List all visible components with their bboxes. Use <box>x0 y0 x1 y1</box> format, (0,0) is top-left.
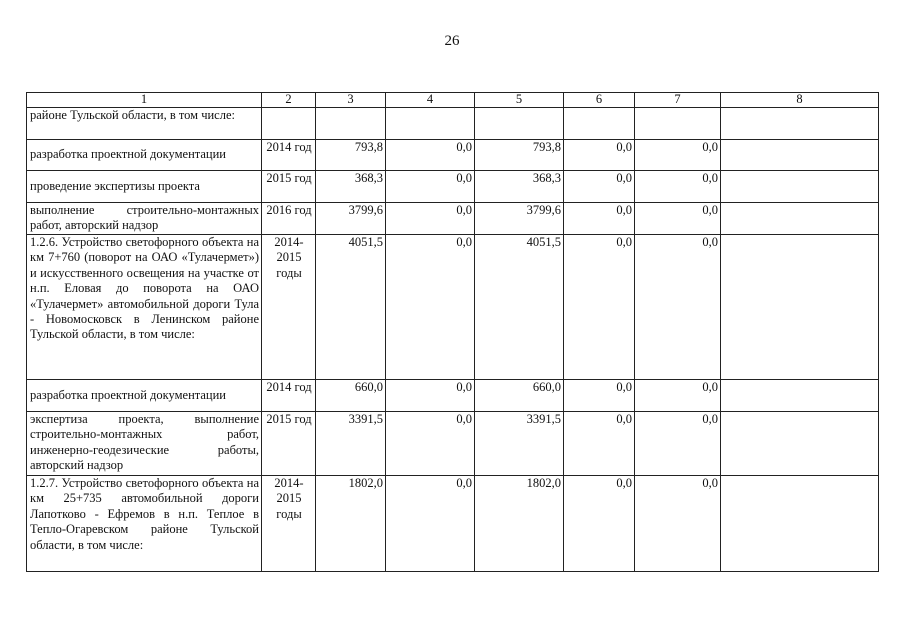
value-cell: 0,0 <box>564 476 635 572</box>
value-cell: 368,3 <box>475 171 564 203</box>
table-row <box>27 171 879 203</box>
header-cell: 8 <box>721 93 879 108</box>
year-cell: 2014 год <box>262 380 316 412</box>
table-row <box>27 412 879 476</box>
value-cell: 1802,0 <box>475 476 564 572</box>
value-cell: 0,0 <box>564 171 635 203</box>
header-cell: 6 <box>564 93 635 108</box>
value-cell <box>386 108 475 140</box>
value-cell: 4051,5 <box>316 235 386 380</box>
value-cell: 0,0 <box>386 203 475 235</box>
value-cell: 1802,0 <box>316 476 386 572</box>
value-cell: 0,0 <box>635 171 721 203</box>
value-cell: 0,0 <box>635 412 721 476</box>
description-cell: районе Тульской области, в том числе: <box>27 108 262 140</box>
value-cell: 793,8 <box>316 140 386 171</box>
description-cell: 1.2.7. Устройство светофорного объекта на км 25+735 автомобильной дороги Лапотково - Ефремов в н.п. Теплое в Тепло-Огаревском районе Тульской области, в том числе: <box>27 476 262 572</box>
value-cell: 368,3 <box>316 171 386 203</box>
table-row <box>27 476 879 572</box>
value-cell: 0,0 <box>564 203 635 235</box>
value-cell: 0,0 <box>635 380 721 412</box>
value-cell: 0,0 <box>564 235 635 380</box>
header-cell: 7 <box>635 93 721 108</box>
value-cell: 0,0 <box>564 140 635 171</box>
header-cell: 5 <box>475 93 564 108</box>
description-cell: разработка проектной документации <box>27 380 262 412</box>
value-cell: 0,0 <box>386 476 475 572</box>
value-cell: 0,0 <box>564 380 635 412</box>
value-cell: 0,0 <box>635 203 721 235</box>
year-cell: 2014 год <box>262 140 316 171</box>
description-cell: проведение экспертизы проекта <box>27 171 262 203</box>
value-cell: 660,0 <box>475 380 564 412</box>
value-cell: 3799,6 <box>316 203 386 235</box>
header-cell: 4 <box>386 93 475 108</box>
description-cell: выполнение строительно-монтажных работ, авторский надзор <box>27 203 262 235</box>
table-row <box>27 203 879 235</box>
note-cell <box>721 476 879 572</box>
value-cell: 0,0 <box>635 476 721 572</box>
value-cell: 0,0 <box>564 412 635 476</box>
table-row <box>27 235 879 380</box>
header-cell: 1 <box>27 93 262 108</box>
value-cell: 0,0 <box>386 140 475 171</box>
value-cell: 0,0 <box>635 140 721 171</box>
value-cell <box>564 108 635 140</box>
note-cell <box>721 140 879 171</box>
value-cell: 3391,5 <box>316 412 386 476</box>
description-cell: разработка проектной документации <box>27 140 262 171</box>
year-cell: 2016 год <box>262 203 316 235</box>
description-cell: 1.2.6. Устройство светофорного объекта на км 7+760 (поворот на ОАО «Тулачермет») и искусственного освещения на участке от н.п. Еловая до поворота на ОАО «Тулачермет» автомобильной дороги Тула - Новомосковск в Ленинском районе Тульской области, в том числе: <box>27 235 262 380</box>
value-cell <box>316 108 386 140</box>
year-cell: 2015 год <box>262 171 316 203</box>
value-cell: 0,0 <box>386 171 475 203</box>
note-cell <box>721 108 879 140</box>
table-row <box>27 140 879 171</box>
year-cell: 2014-2015 годы <box>262 235 316 380</box>
note-cell <box>721 171 879 203</box>
header-cell: 2 <box>262 93 316 108</box>
value-cell <box>635 108 721 140</box>
value-cell <box>475 108 564 140</box>
value-cell: 4051,5 <box>475 235 564 380</box>
table-row <box>27 108 879 140</box>
value-cell: 793,8 <box>475 140 564 171</box>
value-cell: 0,0 <box>386 412 475 476</box>
year-cell: 2015 год <box>262 412 316 476</box>
value-cell: 0,0 <box>386 235 475 380</box>
note-cell <box>721 380 879 412</box>
value-cell: 3799,6 <box>475 203 564 235</box>
value-cell: 3391,5 <box>475 412 564 476</box>
value-cell: 0,0 <box>386 380 475 412</box>
table-header-row <box>27 93 879 108</box>
table-row <box>27 380 879 412</box>
year-cell: 2014-2015 годы <box>262 476 316 572</box>
value-cell: 0,0 <box>635 235 721 380</box>
description-cell: экспертиза проекта, выполнение строительно-монтажных работ, инженерно-геодезические работы, авторский надзор <box>27 412 262 476</box>
budget-table <box>26 92 879 572</box>
note-cell <box>721 203 879 235</box>
year-cell <box>262 108 316 140</box>
header-cell: 3 <box>316 93 386 108</box>
page-number: 26 <box>444 33 460 49</box>
value-cell: 660,0 <box>316 380 386 412</box>
note-cell <box>721 235 879 380</box>
note-cell <box>721 412 879 476</box>
